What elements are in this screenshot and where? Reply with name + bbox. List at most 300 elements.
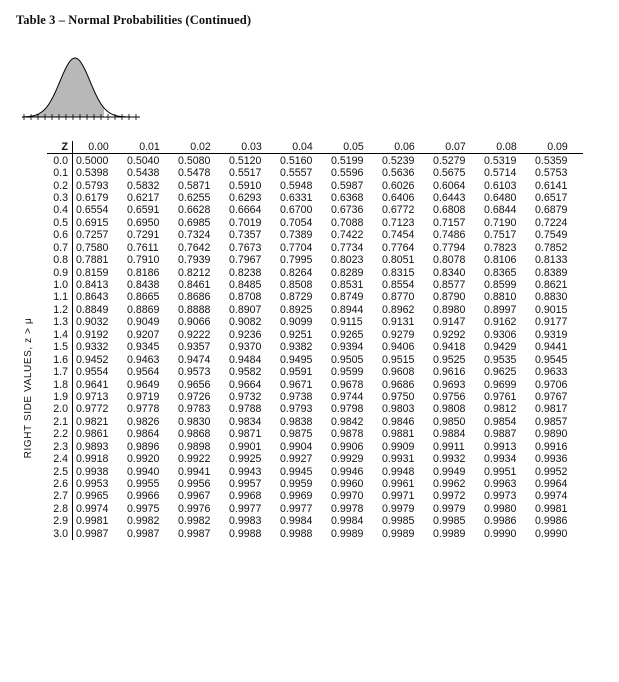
- probability-cell: 0.9962: [433, 478, 466, 491]
- probability-cell: 0.9967: [178, 490, 211, 503]
- probability-cell: 0.9251: [280, 328, 313, 341]
- probability-cell: 0.9973: [484, 490, 517, 503]
- probability-cell: 0.6141: [535, 179, 568, 192]
- probability-cell: 0.9977: [229, 502, 262, 515]
- probability-cell: 0.9279: [382, 328, 415, 341]
- probability-cell: 0.9959: [280, 478, 313, 491]
- probability-cell: 0.9871: [229, 428, 262, 441]
- probability-cell: 0.9960: [331, 478, 364, 491]
- table-row: [47, 316, 583, 328]
- probability-cell: 0.7357: [229, 229, 262, 242]
- probability-cell: 0.9946: [331, 465, 364, 478]
- probability-cell: 0.9625: [484, 366, 517, 379]
- z-value: 1.8: [47, 378, 73, 390]
- probability-cell: 0.9988: [229, 527, 262, 540]
- probability-cell: 0.7486: [433, 229, 466, 242]
- probability-cell: 0.9974: [76, 502, 109, 515]
- z-value: 1.3: [47, 316, 73, 328]
- probability-cell: 0.9990: [484, 527, 517, 540]
- table-row: [47, 416, 583, 428]
- probability-cell: 0.9857: [535, 415, 568, 428]
- probability-cell: 0.9525: [433, 353, 466, 366]
- probability-cell: 0.7224: [535, 216, 568, 229]
- z-value: 0.5: [47, 217, 73, 229]
- probability-cell: 0.9406: [382, 341, 415, 354]
- probability-cell: 0.9982: [127, 515, 160, 528]
- probability-cell: 0.7764: [382, 241, 415, 254]
- probability-cell: 0.9974: [535, 490, 568, 503]
- probability-cell: 0.9884: [433, 428, 466, 441]
- probability-cell: 0.8340: [433, 266, 466, 279]
- probability-cell: 0.9699: [484, 378, 517, 391]
- probability-cell: 0.6443: [433, 191, 466, 204]
- z-value: 0.0: [47, 154, 73, 167]
- probability-cell: 0.9678: [331, 378, 364, 391]
- z-value: 2.5: [47, 465, 73, 477]
- probability-cell: 0.5596: [331, 167, 364, 180]
- probability-cell: 0.7995: [280, 254, 313, 267]
- probability-cell: 0.5000: [76, 154, 109, 167]
- probability-cell: 0.7054: [280, 216, 313, 229]
- probability-cell: 0.9987: [76, 527, 109, 540]
- probability-cell: 0.5987: [331, 179, 364, 192]
- probability-cell: 0.9875: [280, 428, 313, 441]
- z-value: 2.7: [47, 490, 73, 502]
- z-value: 0.2: [47, 179, 73, 191]
- probability-cell: 0.7291: [127, 229, 160, 242]
- probability-cell: 0.9641: [76, 378, 109, 391]
- probability-cell: 0.6985: [178, 216, 211, 229]
- probability-cell: 0.5120: [229, 154, 262, 167]
- probability-cell: 0.9979: [382, 502, 415, 515]
- probability-cell: 0.9943: [229, 465, 262, 478]
- probability-cell: 0.9463: [127, 353, 160, 366]
- probability-cell: 0.7734: [331, 241, 364, 254]
- probability-cell: 0.9599: [331, 366, 364, 379]
- probability-cell: 0.7881: [76, 254, 109, 267]
- probability-cell: 0.7454: [382, 229, 415, 242]
- table-row: [47, 279, 583, 291]
- probability-cell: 0.9890: [535, 428, 568, 441]
- z-value: 1.1: [47, 291, 73, 303]
- probability-cell: 0.9984: [280, 515, 313, 528]
- z-value: 1.2: [47, 304, 73, 316]
- probability-cell: 0.8413: [76, 279, 109, 292]
- probability-cell: 0.9940: [127, 465, 160, 478]
- probability-cell: 0.9793: [280, 403, 313, 416]
- probability-cell: 0.9429: [484, 341, 517, 354]
- probability-cell: 0.9515: [382, 353, 415, 366]
- probability-cell: 0.7157: [433, 216, 466, 229]
- probability-cell: 0.9345: [127, 341, 160, 354]
- table-row: [47, 490, 583, 502]
- probability-cell: 0.9861: [76, 428, 109, 441]
- probability-cell: 0.9726: [178, 390, 211, 403]
- z-value: 1.5: [47, 341, 73, 353]
- z-value: 0.4: [47, 204, 73, 216]
- probability-cell: 0.5753: [535, 167, 568, 180]
- probability-cell: 0.7704: [280, 241, 313, 254]
- probability-cell: 0.9817: [535, 403, 568, 416]
- table-row: [47, 366, 583, 378]
- probability-cell: 0.6772: [382, 204, 415, 217]
- probability-cell: 0.9887: [484, 428, 517, 441]
- probability-cell: 0.9846: [382, 415, 415, 428]
- probability-cell: 0.9761: [484, 390, 517, 403]
- probability-cell: 0.6517: [535, 191, 568, 204]
- table-row: [47, 528, 583, 540]
- probability-cell: 0.9834: [229, 415, 262, 428]
- table-row: [47, 179, 583, 191]
- probability-cell: 0.8023: [331, 254, 364, 267]
- probability-cell: 0.9979: [433, 502, 466, 515]
- probability-cell: 0.9750: [382, 390, 415, 403]
- probability-cell: 0.9505: [331, 353, 364, 366]
- column-header: 0.07: [430, 141, 481, 154]
- probability-cell: 0.9292: [433, 328, 466, 341]
- probability-cell: 0.9986: [535, 515, 568, 528]
- column-header: 0.00: [73, 141, 125, 154]
- probability-cell: 0.6554: [76, 204, 109, 217]
- probability-cell: 0.7549: [535, 229, 568, 242]
- probability-cell: 0.9394: [331, 341, 364, 354]
- probability-cell: 0.9932: [433, 453, 466, 466]
- probability-cell: 0.9115: [331, 316, 363, 329]
- table-row: [47, 428, 583, 440]
- probability-cell: 0.8665: [127, 291, 160, 304]
- probability-cell: 0.9192: [76, 328, 109, 341]
- probability-cell: 0.9049: [127, 316, 160, 329]
- probability-cell: 0.5714: [484, 167, 517, 180]
- probability-cell: 0.9938: [76, 465, 109, 478]
- probability-cell: 0.9984: [331, 515, 364, 528]
- probability-cell: 0.9732: [229, 390, 262, 403]
- probability-cell: 0.9803: [382, 403, 415, 416]
- probability-cell: 0.9936: [535, 453, 568, 466]
- probability-cell: 0.9981: [76, 515, 109, 528]
- probability-cell: 0.9868: [178, 428, 211, 441]
- probability-cell: 0.9981: [535, 502, 568, 515]
- probability-cell: 0.9927: [280, 453, 313, 466]
- table-row: [47, 304, 583, 316]
- probability-cell: 0.5160: [280, 154, 313, 167]
- table-row: [47, 204, 583, 216]
- probability-cell: 0.5832: [127, 179, 160, 192]
- probability-cell: 0.7257: [76, 229, 109, 242]
- probability-cell: 0.8997: [484, 303, 517, 316]
- probability-cell: 0.9989: [433, 527, 466, 540]
- probability-cell: 0.7123: [382, 216, 415, 229]
- probability-cell: 0.7019: [229, 216, 262, 229]
- probability-cell: 0.6664: [229, 204, 262, 217]
- probability-cell: 0.6103: [484, 179, 517, 192]
- probability-cell: 0.8389: [535, 266, 568, 279]
- table-row: [47, 503, 583, 515]
- probability-cell: 0.9783: [178, 403, 211, 416]
- probability-cell: 0.9916: [535, 440, 568, 453]
- table-row: [47, 341, 583, 353]
- probability-cell: 0.6879: [535, 204, 568, 217]
- probability-cell: 0.9756: [433, 390, 466, 403]
- probability-cell: 0.8159: [76, 266, 109, 279]
- probability-cell: 0.9207: [127, 328, 160, 341]
- probability-cell: 0.8212: [178, 266, 211, 279]
- probability-cell: 0.9495: [280, 353, 313, 366]
- probability-cell: 0.8438: [127, 279, 160, 292]
- probability-cell: 0.9964: [535, 478, 568, 491]
- probability-cell: 0.5279: [433, 154, 466, 167]
- side-axis-label: RIGHT SIDE VALUES, z > μ: [23, 317, 34, 459]
- probability-cell: 0.9177: [535, 316, 568, 329]
- probability-cell: 0.9957: [229, 478, 262, 491]
- probability-cell: 0.5517: [229, 167, 262, 180]
- probability-cell: 0.5557: [280, 167, 313, 180]
- probability-cell: 0.5675: [433, 167, 466, 180]
- probability-cell: 0.9484: [229, 353, 262, 366]
- probability-cell: 0.8238: [229, 266, 262, 279]
- probability-cell: 0.5438: [127, 167, 160, 180]
- probability-cell: 0.8365: [484, 266, 517, 279]
- probability-cell: 0.8643: [76, 291, 109, 304]
- probability-cell: 0.9265: [331, 328, 364, 341]
- table-row: [47, 441, 583, 453]
- probability-cell: 0.9949: [433, 465, 466, 478]
- probability-cell: 0.5080: [178, 154, 211, 167]
- probability-cell: 0.9864: [127, 428, 160, 441]
- table-body: [47, 154, 583, 540]
- probability-cell: 0.7939: [178, 254, 211, 267]
- probability-cell: 0.9987: [178, 527, 211, 540]
- probability-cell: 0.8790: [433, 291, 466, 304]
- probability-cell: 0.9975: [127, 502, 160, 515]
- probability-cell: 0.6700: [280, 204, 313, 217]
- z-value: 2.6: [47, 478, 73, 490]
- probability-cell: 0.8810: [484, 291, 517, 304]
- probability-cell: 0.5359: [535, 154, 568, 167]
- probability-cell: 0.8749: [331, 291, 364, 304]
- probability-cell: 0.9952: [535, 465, 568, 478]
- probability-cell: 0.8869: [127, 303, 160, 316]
- probability-cell: 0.9904: [280, 440, 313, 453]
- probability-cell: 0.9925: [229, 453, 262, 466]
- probability-cell: 0.9713: [76, 390, 109, 403]
- probability-cell: 0.9772: [76, 403, 109, 416]
- probability-cell: 0.9306: [484, 328, 517, 341]
- probability-cell: 0.9980: [484, 502, 517, 515]
- table-row: [47, 391, 583, 403]
- probability-cell: 0.9965: [76, 490, 109, 503]
- probability-cell: 0.9985: [382, 515, 415, 528]
- probability-cell: 0.9767: [535, 390, 568, 403]
- probability-cell: 0.9582: [229, 366, 262, 379]
- probability-cell: 0.8907: [229, 303, 262, 316]
- table-row: [47, 229, 583, 241]
- z-value: 1.4: [47, 329, 73, 341]
- column-header: 0.09: [532, 141, 583, 154]
- probability-cell: 0.9535: [484, 353, 517, 366]
- probability-cell: 0.9826: [127, 415, 160, 428]
- z-value: 2.9: [47, 515, 73, 527]
- probability-cell: 0.8849: [76, 303, 109, 316]
- probability-cell: 0.8133: [535, 254, 568, 267]
- probability-cell: 0.9955: [127, 478, 160, 491]
- probability-cell: 0.9971: [382, 490, 415, 503]
- probability-cell: 0.9961: [382, 478, 415, 491]
- probability-cell: 0.5239: [382, 154, 415, 167]
- probability-cell: 0.7088: [331, 216, 364, 229]
- probability-cell: 0.8925: [280, 303, 313, 316]
- z-value: 2.0: [47, 403, 73, 415]
- z-value: 0.3: [47, 192, 73, 204]
- probability-cell: 0.9788: [229, 403, 262, 416]
- probability-cell: 0.9918: [76, 453, 109, 466]
- probability-cell: 0.6217: [127, 191, 160, 204]
- table-row: [47, 154, 583, 167]
- probability-cell: 0.9664: [229, 378, 262, 391]
- probability-cell: 0.8621: [535, 279, 568, 292]
- probability-cell: 0.9963: [484, 478, 517, 491]
- probability-cell: 0.7967: [229, 254, 262, 267]
- table-row: [47, 515, 583, 527]
- shaded-area: [22, 58, 104, 117]
- probability-cell: 0.7611: [127, 241, 159, 254]
- probability-cell: 0.9147: [433, 316, 466, 329]
- z-value: 0.9: [47, 266, 73, 278]
- probability-cell: 0.6950: [127, 216, 160, 229]
- probability-cell: 0.9956: [178, 478, 211, 491]
- probability-cell: 0.6255: [178, 191, 211, 204]
- probability-cell: 0.9934: [484, 453, 517, 466]
- probability-cell: 0.9418: [433, 341, 466, 354]
- normal-probabilities-table: [47, 141, 583, 540]
- probability-cell: 0.5948: [280, 179, 313, 192]
- probability-cell: 0.7673: [229, 241, 262, 254]
- probability-cell: 0.8577: [433, 279, 466, 292]
- probability-cell: 0.8962: [382, 303, 415, 316]
- probability-cell: 0.9564: [127, 366, 160, 379]
- column-header: 0.05: [328, 141, 379, 154]
- probability-cell: 0.5199: [331, 154, 364, 167]
- table-row: [47, 217, 583, 229]
- probability-cell: 0.9778: [127, 403, 160, 416]
- probability-cell: 0.9222: [178, 328, 211, 341]
- probability-cell: 0.8944: [331, 303, 364, 316]
- probability-cell: 0.5910: [229, 179, 262, 192]
- probability-cell: 0.8289: [331, 266, 364, 279]
- probability-cell: 0.9671: [280, 378, 313, 391]
- probability-cell: 0.8554: [382, 279, 415, 292]
- probability-cell: 0.9332: [76, 341, 109, 354]
- probability-cell: 0.9976: [178, 502, 211, 515]
- probability-cell: 0.9909: [382, 440, 415, 453]
- column-header: 0.06: [379, 141, 430, 154]
- probability-cell: 0.9370: [229, 341, 262, 354]
- z-value: 2.3: [47, 441, 73, 453]
- probability-cell: 0.9236: [229, 328, 262, 341]
- z-value: 2.1: [47, 416, 73, 428]
- probability-cell: 0.9693: [433, 378, 466, 391]
- probability-cell: 0.6026: [382, 179, 415, 192]
- probability-cell: 0.9948: [382, 465, 415, 478]
- probability-cell: 0.9983: [229, 515, 262, 528]
- probability-cell: 0.9319: [535, 328, 568, 341]
- probability-cell: 0.9808: [433, 403, 466, 416]
- probability-cell: 0.7389: [280, 229, 313, 242]
- probability-cell: 0.8106: [484, 254, 517, 267]
- probability-cell: 0.9968: [229, 490, 262, 503]
- z-value: 2.8: [47, 503, 73, 515]
- probability-cell: 0.8888: [178, 303, 211, 316]
- probability-cell: 0.9616: [433, 366, 466, 379]
- z-value: 1.0: [47, 279, 73, 291]
- table-row: [47, 242, 583, 254]
- probability-cell: 0.7422: [331, 229, 364, 242]
- table-row: [47, 465, 583, 477]
- probability-cell: 0.9738: [280, 390, 313, 403]
- probability-cell: 0.9812: [484, 403, 517, 416]
- probability-cell: 0.9821: [76, 415, 109, 428]
- probability-cell: 0.7190: [484, 216, 517, 229]
- probability-cell: 0.9911: [433, 440, 465, 453]
- probability-cell: 0.9929: [331, 453, 364, 466]
- probability-cell: 0.9554: [76, 366, 109, 379]
- probability-cell: 0.8531: [331, 279, 364, 292]
- table-row: [47, 378, 583, 390]
- probability-cell: 0.8729: [280, 291, 313, 304]
- probability-cell: 0.9878: [331, 428, 364, 441]
- probability-cell: 0.9989: [382, 527, 415, 540]
- probability-cell: 0.8461: [178, 279, 211, 292]
- probability-cell: 0.6736: [331, 204, 364, 217]
- probability-cell: 0.6064: [433, 179, 466, 192]
- probability-cell: 0.5478: [178, 167, 211, 180]
- probability-cell: 0.9357: [178, 341, 211, 354]
- probability-cell: 0.9656: [178, 378, 211, 391]
- probability-cell: 0.9945: [280, 465, 313, 478]
- probability-cell: 0.9920: [127, 453, 160, 466]
- probability-cell: 0.6915: [76, 216, 109, 229]
- probability-cell: 0.9951: [484, 465, 517, 478]
- probability-cell: 0.8051: [382, 254, 415, 267]
- probability-cell: 0.9922: [178, 453, 211, 466]
- table-row: [47, 329, 583, 341]
- probability-cell: 0.7794: [433, 241, 466, 254]
- probability-cell: 0.9850: [433, 415, 466, 428]
- probability-cell: 0.7910: [127, 254, 160, 267]
- z-value: 3.0: [47, 528, 73, 540]
- probability-cell: 0.9977: [280, 502, 313, 515]
- probability-cell: 0.9633: [535, 366, 568, 379]
- header-row: [47, 141, 583, 154]
- probability-cell: 0.9982: [178, 515, 211, 528]
- probability-cell: 0.9474: [178, 353, 211, 366]
- probability-cell: 0.9441: [535, 341, 568, 354]
- probability-cell: 0.9545: [535, 353, 568, 366]
- probability-cell: 0.6331: [280, 191, 313, 204]
- z-value: 0.6: [47, 229, 73, 241]
- probability-cell: 0.5871: [178, 179, 211, 192]
- probability-cell: 0.8078: [433, 254, 466, 267]
- z-value: 1.7: [47, 366, 73, 378]
- probability-cell: 0.9881: [382, 428, 415, 441]
- probability-cell: 0.9969: [280, 490, 313, 503]
- probability-cell: 0.7580: [76, 241, 109, 254]
- probability-cell: 0.8315: [382, 266, 415, 279]
- probability-cell: 0.9972: [433, 490, 466, 503]
- probability-cell: 0.9591: [280, 366, 313, 379]
- probability-cell: 0.9382: [280, 341, 313, 354]
- probability-cell: 0.9162: [484, 316, 517, 329]
